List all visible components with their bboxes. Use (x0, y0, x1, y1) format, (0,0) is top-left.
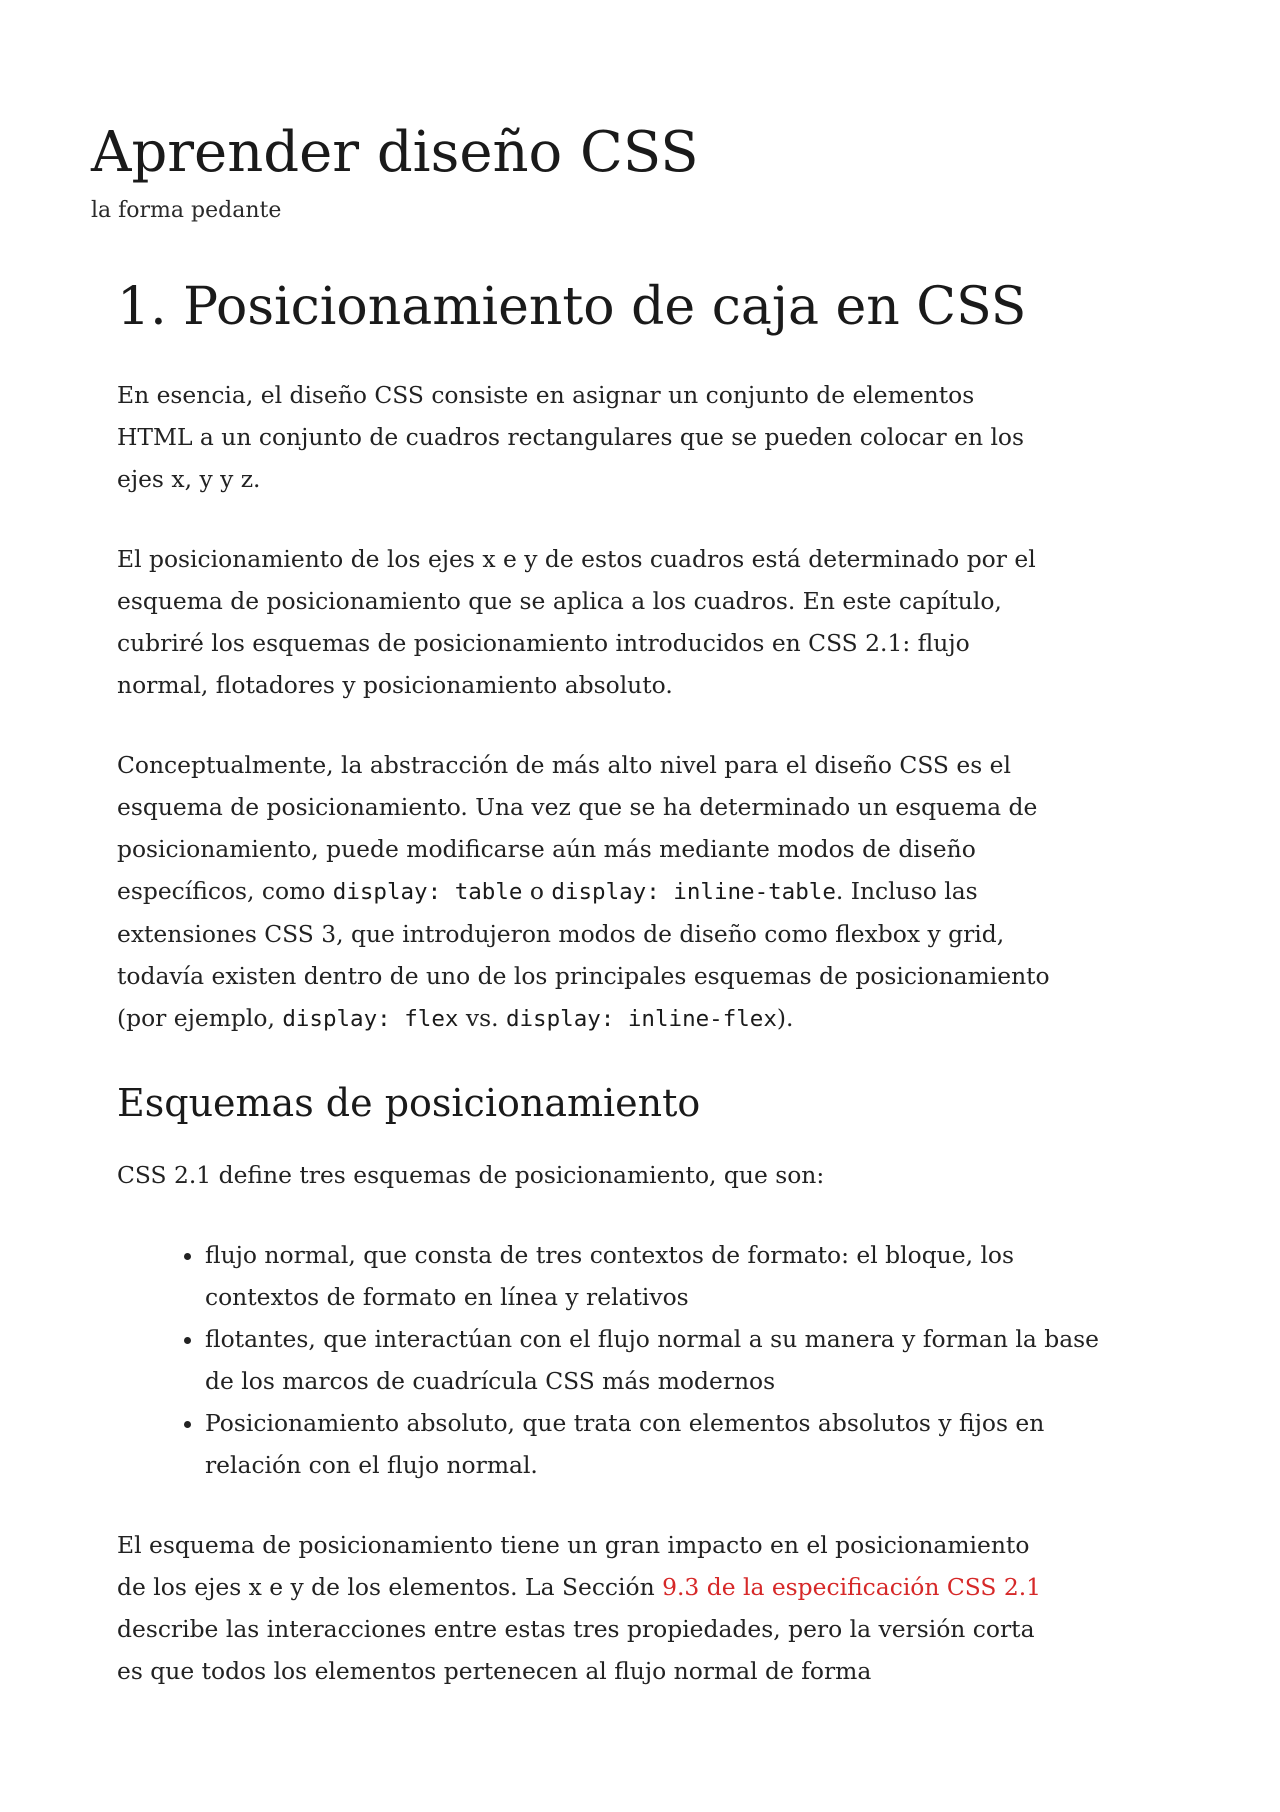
paragraph-text: o (522, 877, 552, 905)
paragraph-positioning: El posicionamiento de los ejes x e y de estos cuadros está determinado por el esquema de posicionamiento que se aplica a los cuadros. En este capítulo, cubriré los esquemas de posicionamiento introducidos en CSS 2.1: flujo normal, flotadores y posicionamiento absoluto. (117, 545, 1036, 699)
site-title: Aprender diseño CSS (91, 120, 699, 185)
paragraph-text: Conceptualmente, la abstracción de más alto nivel para el diseño CSS es el esquema de posicionamiento. Una vez que se ha determinado un esquema de posicionamiento, puede modificarse aún más mediante modos de diseño específicos, como (117, 751, 1038, 905)
chapter-title: 1. Posicionamiento de caja en CSS (117, 277, 1027, 337)
paragraph-text: ). (776, 1004, 794, 1032)
chapter-content (117, 270, 1117, 1730)
paragraph-text: El esquema de posicionamiento tiene un gran impacto en el posicionamiento de los ejes x e y de los elementos. La Sección (117, 1531, 1030, 1601)
code-display-table: display: table (332, 879, 523, 905)
paragraph-conceptual (117, 744, 1052, 1040)
paragraph-text: vs. (458, 1004, 506, 1032)
paragraph-closing (117, 1524, 1052, 1692)
code-display-inline-table: display: inline-table (551, 879, 836, 905)
spec-section-link[interactable]: 9.3 de la especificación CSS 2.1 (662, 1573, 1042, 1601)
paragraph-text: . Incluso las extensiones CSS 3, que introdujeron modos de diseño como flexbox y grid, todavía existen dentro de uno de los principales esquemas de posicionamiento (por ejemplo, (117, 877, 1050, 1032)
paragraph-intro: En esencia, el diseño CSS consiste en asignar un conjunto de elementos HTML a un conjunto de cuadros rectangulares que se pueden colocar en los ejes x, y y z. (117, 381, 1025, 493)
code-display-flex: display: flex (282, 1006, 459, 1032)
code-display-inline-flex: display: inline-flex (505, 1006, 777, 1032)
section-intro: CSS 2.1 define tres esquemas de posicionamiento, que son: (117, 1161, 825, 1189)
positioning-schemes-list (117, 1234, 1115, 1486)
site-subtitle: la forma pedante (91, 198, 282, 223)
paragraph-text: describe las interacciones entre estas tres propiedades, pero la versión corta es que todos los elementos pertenecen al flujo normal de forma (117, 1615, 1035, 1685)
list-item: • flujo normal, que consta de tres contextos de formato: el bloque, los contextos de formato en línea y relativos (205, 1234, 1115, 1318)
section-title: Esquemas de posicionamiento (117, 1081, 701, 1125)
list-item: • Posicionamiento absoluto, que trata con elementos absolutos y fijos en relación con el flujo normal. (205, 1402, 1115, 1486)
list-item: • flotantes, que interactúan con el flujo normal a su manera y forman la base de los marcos de cuadrícula CSS más modernos (205, 1318, 1115, 1402)
